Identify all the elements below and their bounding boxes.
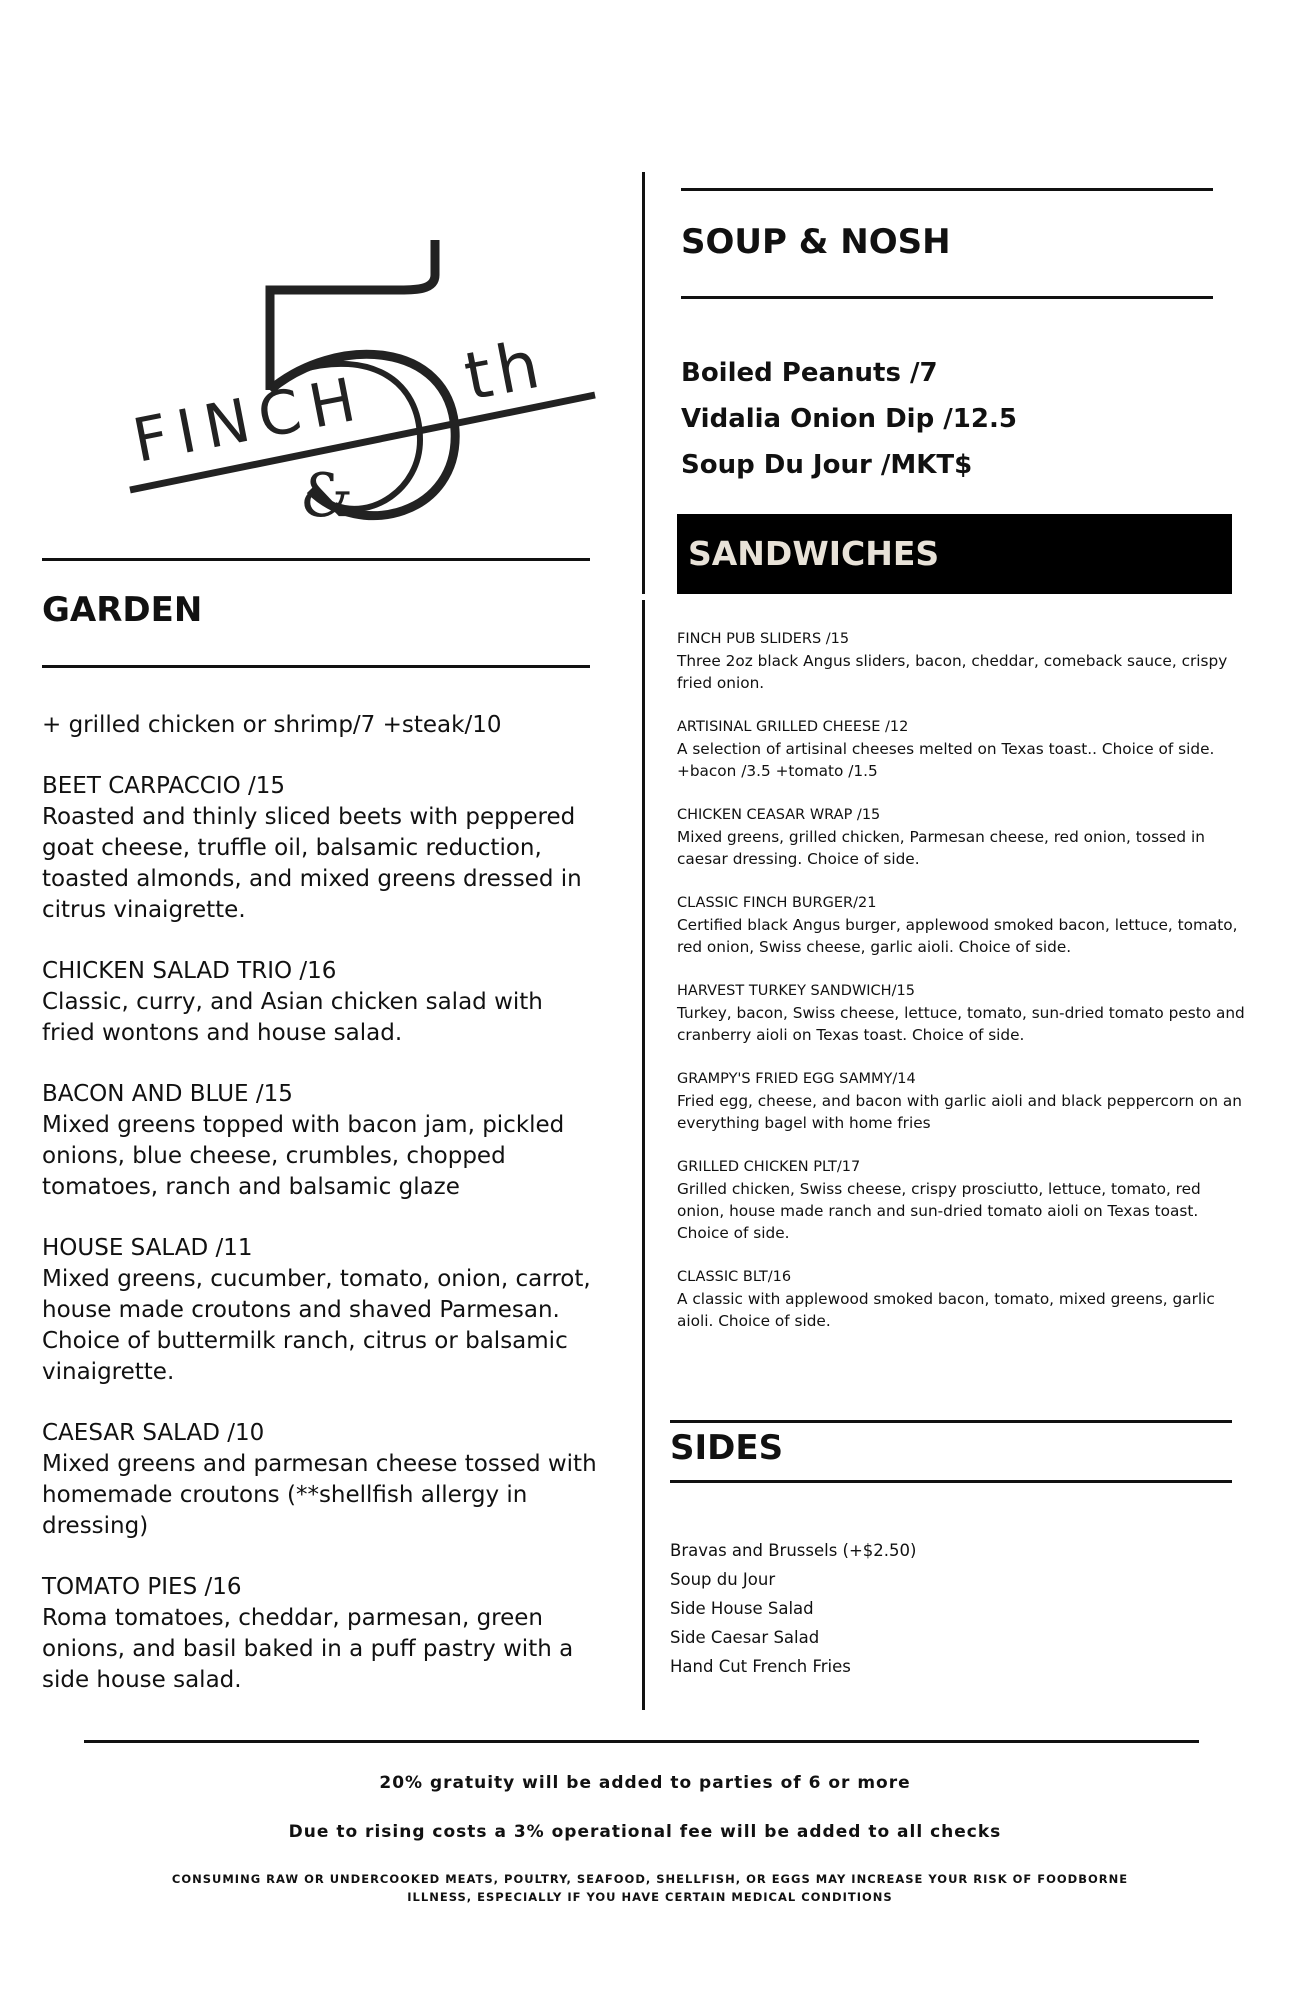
item-name: GRAMPY'S FRIED EGG SAMMY/14 bbox=[677, 1071, 916, 1087]
garden-addons: + grilled chicken or shrimp/7 +steak/10 bbox=[42, 712, 502, 738]
garden-rule-bottom bbox=[42, 665, 590, 668]
menu-item bbox=[42, 1572, 602, 1696]
sandwiches-heading: SANDWICHES bbox=[688, 534, 940, 573]
item-name: GRILLED CHICKEN PLT/17 bbox=[677, 1159, 861, 1175]
item-description: Grilled chicken, Swiss cheese, crispy prosciutto, lettuce, tomato, red onion, house made ranch and sun-dried tomato aioli on Texas toast. Choice of side. bbox=[677, 1180, 1201, 1242]
item-name: CHICKEN SALAD TRIO /16 bbox=[42, 958, 337, 984]
item-name: ARTISINAL GRILLED CHEESE /12 bbox=[677, 719, 909, 735]
item-name: CLASSIC BLT/16 bbox=[677, 1269, 792, 1285]
menu-item bbox=[42, 1079, 602, 1203]
item-description: A classic with applewood smoked bacon, tomato, mixed greens, garlic aioli. Choice of side. bbox=[677, 1290, 1215, 1330]
item-description: A selection of artisinal cheeses melted on Texas toast.. Choice of side. +bacon /3.5 +tomato /1.5 bbox=[677, 740, 1215, 780]
menu-item bbox=[42, 771, 602, 926]
column-divider bbox=[642, 172, 645, 594]
item-description: Mixed greens topped with bacon jam, pickled onions, blue cheese, crumbles, chopped tomatoes, ranch and balsamic glaze bbox=[42, 1112, 565, 1200]
sides-rule-bottom bbox=[670, 1480, 1232, 1483]
garden-list bbox=[42, 710, 602, 1726]
item-name: BACON AND BLUE /15 bbox=[42, 1081, 293, 1107]
garden-rule-top bbox=[42, 558, 590, 561]
logo-finch-text: FINCH bbox=[127, 363, 371, 477]
menu-item bbox=[677, 1266, 1247, 1332]
menu-item bbox=[677, 980, 1247, 1046]
item-description: Three 2oz black Angus sliders, bacon, cheddar, comeback sauce, crispy fried onion. bbox=[677, 652, 1228, 692]
item-name: BEET CARPACCIO /15 bbox=[42, 773, 286, 799]
menu-item bbox=[42, 1418, 602, 1542]
sides-heading: SIDES bbox=[670, 1428, 784, 1468]
menu-item bbox=[42, 956, 602, 1049]
item-description: Mixed greens, grilled chicken, Parmesan cheese, red onion, tossed in caesar dressing. Choice of side. bbox=[677, 828, 1205, 868]
item-name: FINCH PUB SLIDERS /15 bbox=[677, 631, 850, 647]
menu-item bbox=[677, 1068, 1247, 1134]
menu-item bbox=[677, 1156, 1247, 1244]
side-item: Soup du Jour bbox=[670, 1570, 776, 1589]
item-name: HARVEST TURKEY SANDWICH/15 bbox=[677, 983, 915, 999]
logo-ampersand: & bbox=[300, 461, 354, 530]
item-name: CAESAR SALAD /10 bbox=[42, 1420, 265, 1446]
sides-list bbox=[670, 1536, 917, 1681]
item-description: Mixed greens and parmesan cheese tossed with homemade croutons (**shellfish allergy in dressing) bbox=[42, 1451, 597, 1539]
soup-item: Vidalia Onion Dip /12.5 bbox=[681, 404, 1017, 434]
menu-item bbox=[677, 804, 1247, 870]
finch-and-5th-logo bbox=[120, 230, 600, 530]
food-safety-warning: CONSUMING RAW OR UNDERCOOKED MEATS, POULTRY, SEAFOOD, SHELLFISH, OR EGGS MAY INCREASE YOUR RISK OF FOODBORNE ILLNESS, ESPECIALLY IF YOU HAVE CERTAIN MEDICAL CONDITIONS bbox=[171, 1872, 1129, 1904]
side-item: Bravas and Brussels (+$2.50) bbox=[670, 1541, 917, 1560]
item-name: HOUSE SALAD /11 bbox=[42, 1235, 253, 1261]
side-item: Side Caesar Salad bbox=[670, 1628, 820, 1647]
item-description: Roma tomatoes, cheddar, parmesan, green onions, and basil baked in a puff pastry with a side house salad. bbox=[42, 1605, 574, 1693]
soup-rule-bottom bbox=[681, 296, 1213, 299]
soup-rule-top bbox=[681, 188, 1213, 191]
operational-fee-notice: Due to rising costs a 3% operational fee will be added to all checks bbox=[288, 1822, 1002, 1842]
column-divider-lower bbox=[642, 600, 645, 1710]
side-item: Side House Salad bbox=[670, 1599, 814, 1618]
menu-item bbox=[677, 892, 1247, 958]
item-description: Fried egg, cheese, and bacon with garlic aioli and black peppercorn on an everything bagel with home fries bbox=[677, 1092, 1242, 1132]
soup-item: Soup Du Jour /MKT$ bbox=[681, 450, 973, 480]
item-description: Roasted and thinly sliced beets with peppered goat cheese, truffle oil, balsamic reduction, toasted almonds, and mixed greens dressed in citrus vinaigrette. bbox=[42, 804, 582, 923]
menu-item bbox=[42, 1233, 602, 1388]
item-name: CHICKEN CEASAR WRAP /15 bbox=[677, 807, 881, 823]
item-name: TOMATO PIES /16 bbox=[42, 1574, 242, 1600]
item-description: Certified black Angus burger, applewood smoked bacon, lettuce, tomato, red onion, Swiss cheese, garlic aioli. Choice of side. bbox=[677, 916, 1238, 956]
sides-rule-top bbox=[670, 1420, 1232, 1423]
side-item: Hand Cut French Fries bbox=[670, 1657, 851, 1676]
logo-th-text: th bbox=[458, 324, 552, 416]
footer-rule bbox=[84, 1740, 1199, 1743]
soup-list bbox=[681, 350, 1017, 488]
item-description: Mixed greens, cucumber, tomato, onion, carrot, house made croutons and shaved Parmesan. Choice of buttermilk ranch, citrus or balsamic vinaigrette. bbox=[42, 1266, 591, 1385]
item-description: Classic, curry, and Asian chicken salad with fried wontons and house salad. bbox=[42, 989, 543, 1046]
garden-heading: GARDEN bbox=[42, 590, 203, 630]
menu-item bbox=[677, 628, 1247, 694]
soup-item: Boiled Peanuts /7 bbox=[681, 358, 938, 388]
sandwiches-banner bbox=[677, 514, 1232, 594]
item-description: Turkey, bacon, Swiss cheese, lettuce, tomato, sun-dried tomato pesto and cranberry aioli on Texas toast. Choice of side. bbox=[677, 1004, 1245, 1044]
menu-item bbox=[677, 716, 1247, 782]
sandwiches-list bbox=[677, 628, 1247, 1354]
gratuity-notice: 20% gratuity will be added to parties of 6 or more bbox=[379, 1773, 911, 1793]
soup-heading: SOUP & NOSH bbox=[681, 222, 951, 262]
item-name: CLASSIC FINCH BURGER/21 bbox=[677, 895, 877, 911]
